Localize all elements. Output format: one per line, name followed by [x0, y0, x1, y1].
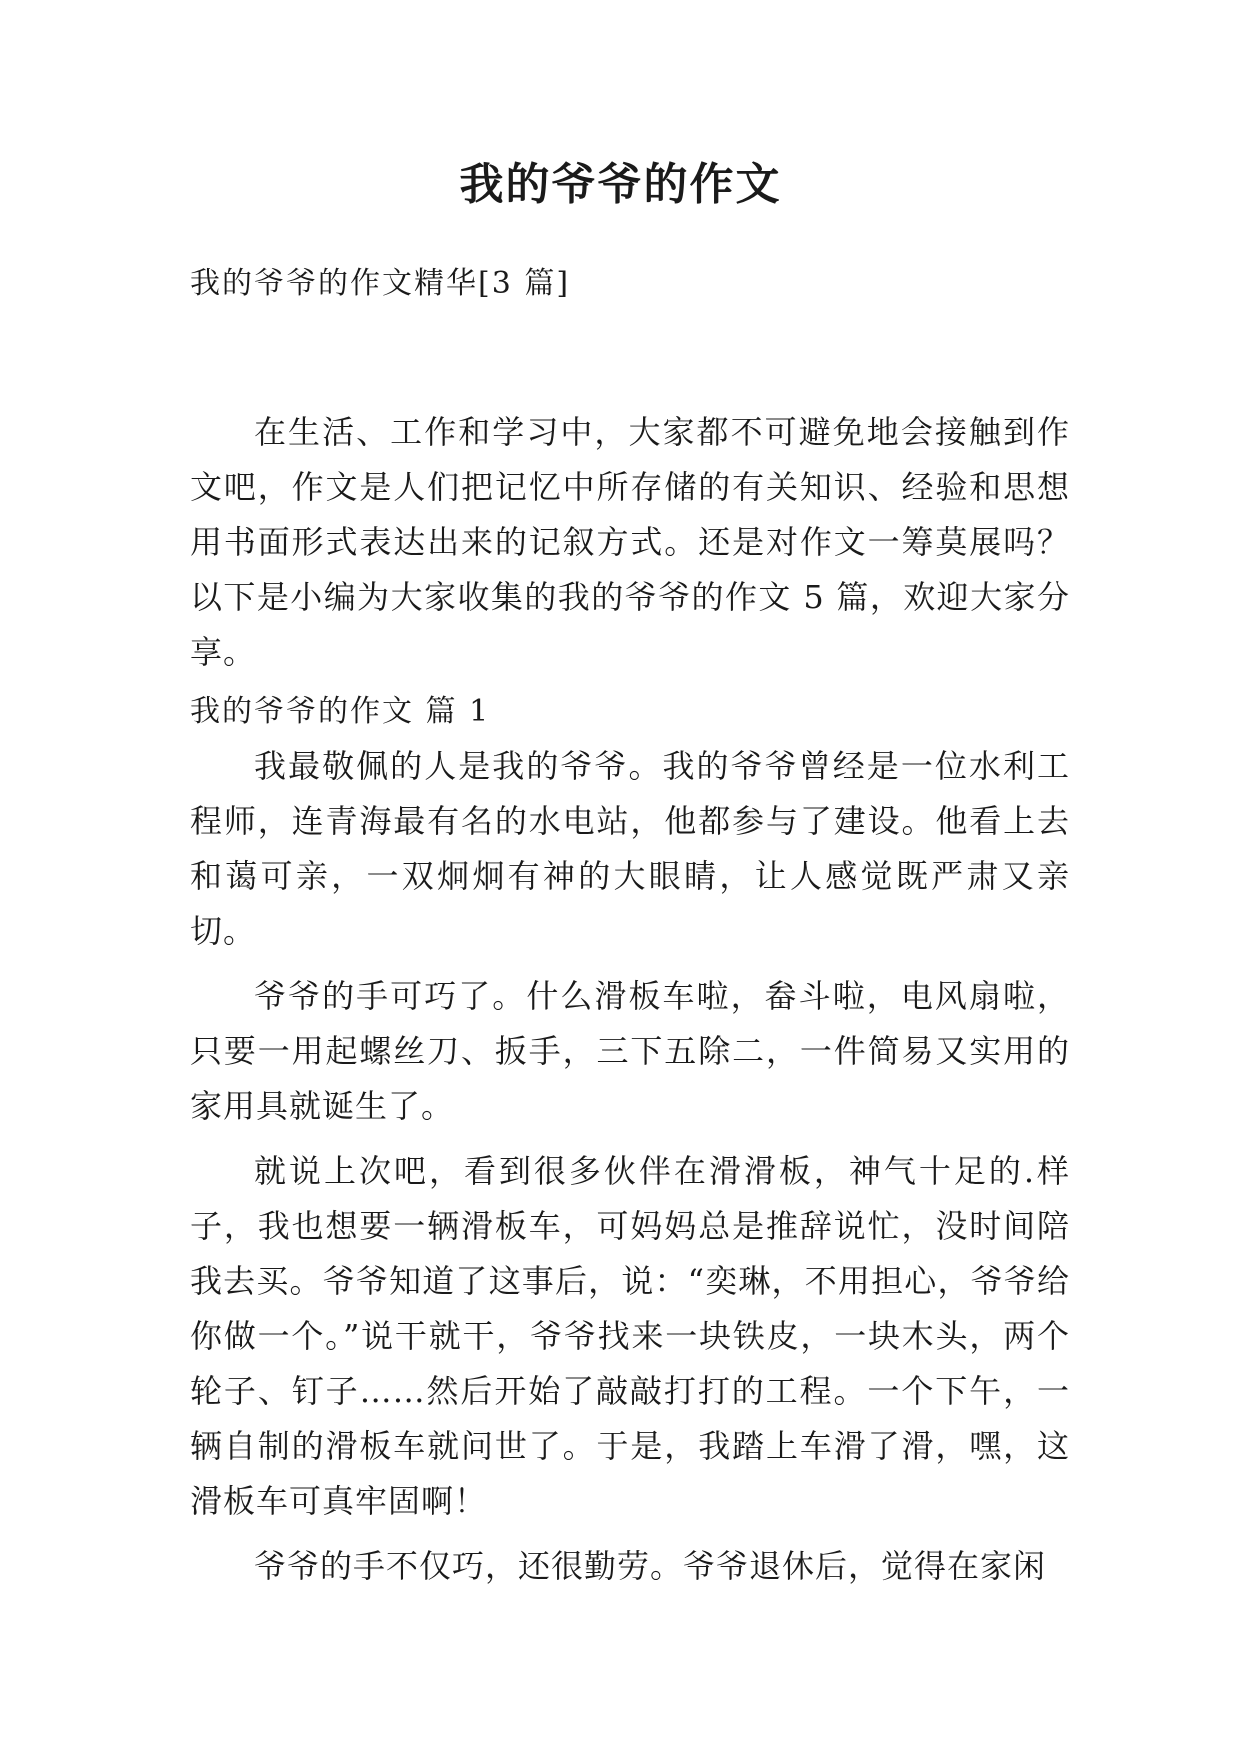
- body-paragraph: 爷爷的手可巧了。什么滑板车啦，畚斗啦，电风扇啦，只要一用起螺丝刀、扳手，三下五除二，一件简易又实用的家用具就诞生了。: [190, 977, 1070, 1125]
- page-title: 我的爷爷的作文: [459, 159, 782, 210]
- document-subtitle: 我的爷爷的作文精华[3 篇]: [190, 266, 571, 301]
- document-body: [190, 405, 1070, 1594]
- section-heading: 我的爷爷的作文 篇 1: [190, 694, 491, 729]
- body-paragraph: 我最敬佩的人是我的爷爷。我的爷爷曾经是一位水利工程师，连青海最有名的水电站，他都参与了建设。他看上去和蔼可亲，一双炯炯有神的大眼睛，让人感觉既严肃又亲切。: [190, 747, 1070, 950]
- body-paragraph: 就说上次吧，看到很多伙伴在滑滑板，神气十足的.样子，我也想要一辆滑板车，可妈妈总是推辞说忙，没时间陪我去买。爷爷知道了这事后，说：“奕琳，不用担心，爷爷给你做一个。”说干就干，爷爷找来一块铁皮，一块木头，两个轮子、钉子……然后开始了敲敲打打的工程。一个下午，一辆自制的滑板车就问世了。于是，我踏上车滑了滑，嘿，这滑板车可真牢固啊！: [190, 1152, 1070, 1520]
- intro-paragraph: 在生活、工作和学习中，大家都不可避免地会接触到作文吧，作文是人们把记忆中所存储的有关知识、经验和思想用书面形式表达出来的记叙方式。还是对作文一筹莫展吗？以下是小编为大家收集的我的爷爷的作文 5 篇，欢迎大家分享。: [190, 413, 1070, 671]
- body-paragraph: 爷爷的手不仅巧，还很勤劳。爷爷退休后，觉得在家闲: [254, 1547, 1047, 1585]
